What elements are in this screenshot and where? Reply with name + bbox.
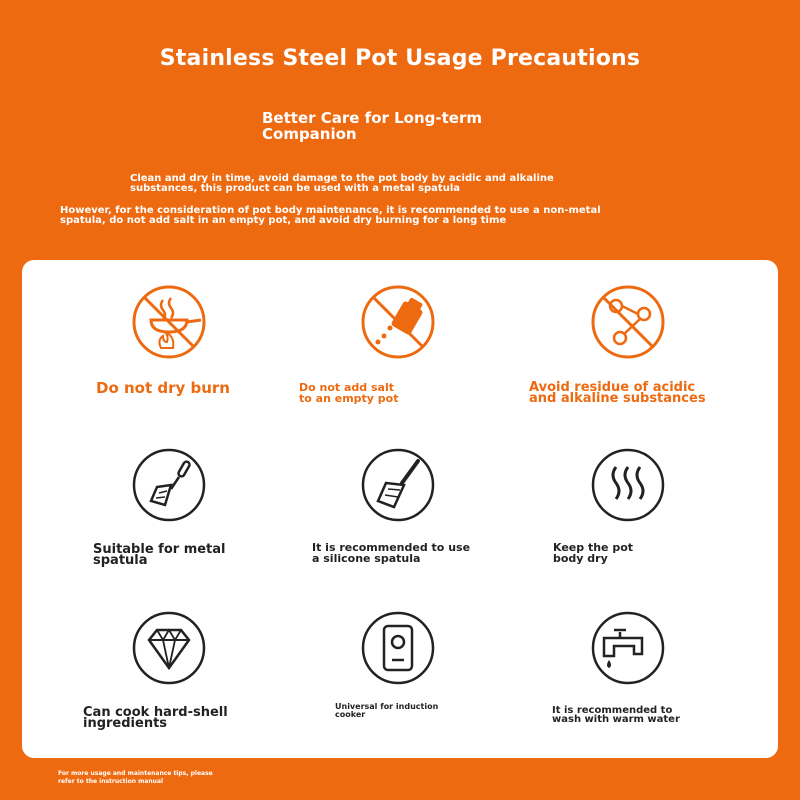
diamond-icon [131, 610, 207, 686]
label-warm-water: It is recommended to wash with warm water [552, 705, 680, 725]
description-line-2: However, for the consideration of pot body maintenance, it is recommended to use a non-metal spatula, do not add salt in an empty pot, and avoid dry burning for a long time [60, 205, 601, 226]
label-no-salt: Do not add salt to an empty pot [299, 381, 399, 405]
precautions-panel [22, 260, 778, 758]
faucet-icon [590, 610, 666, 686]
silicone-spatula-icon [360, 447, 436, 523]
metal-spatula-icon [131, 447, 207, 523]
label-metal-spatula: Suitable for metal spatula [93, 542, 226, 568]
label-no-chemical: Avoid residue of acidic and alkaline substances [529, 380, 706, 406]
label-no-dry-burn: Do not dry burn [96, 379, 230, 397]
steam-icon [590, 447, 666, 523]
label-silicone-spatula: It is recommended to use a silicone spatula [312, 541, 471, 565]
no-dry-burn-icon [131, 284, 207, 360]
page-subtitle: Better Care for Long-term Companion [262, 109, 482, 143]
no-salt-icon [360, 284, 436, 360]
label-hard-shell: Can cook hard-shell ingredients [83, 705, 228, 731]
induction-cooker-icon [360, 610, 436, 686]
footer-note: For more usage and maintenance tips, please refer to the instruction manual [58, 770, 213, 785]
page-title: Stainless Steel Pot Usage Precautions [159, 46, 641, 71]
label-keep-dry: Keep the pot body dry [553, 541, 634, 565]
no-chemical-icon [590, 284, 666, 360]
label-induction: Universal for induction cooker [335, 702, 439, 719]
description-line-1: Clean and dry in time, avoid damage to the pot body by acidic and alkaline substances, this product can be used with a metal spatula [130, 173, 554, 194]
